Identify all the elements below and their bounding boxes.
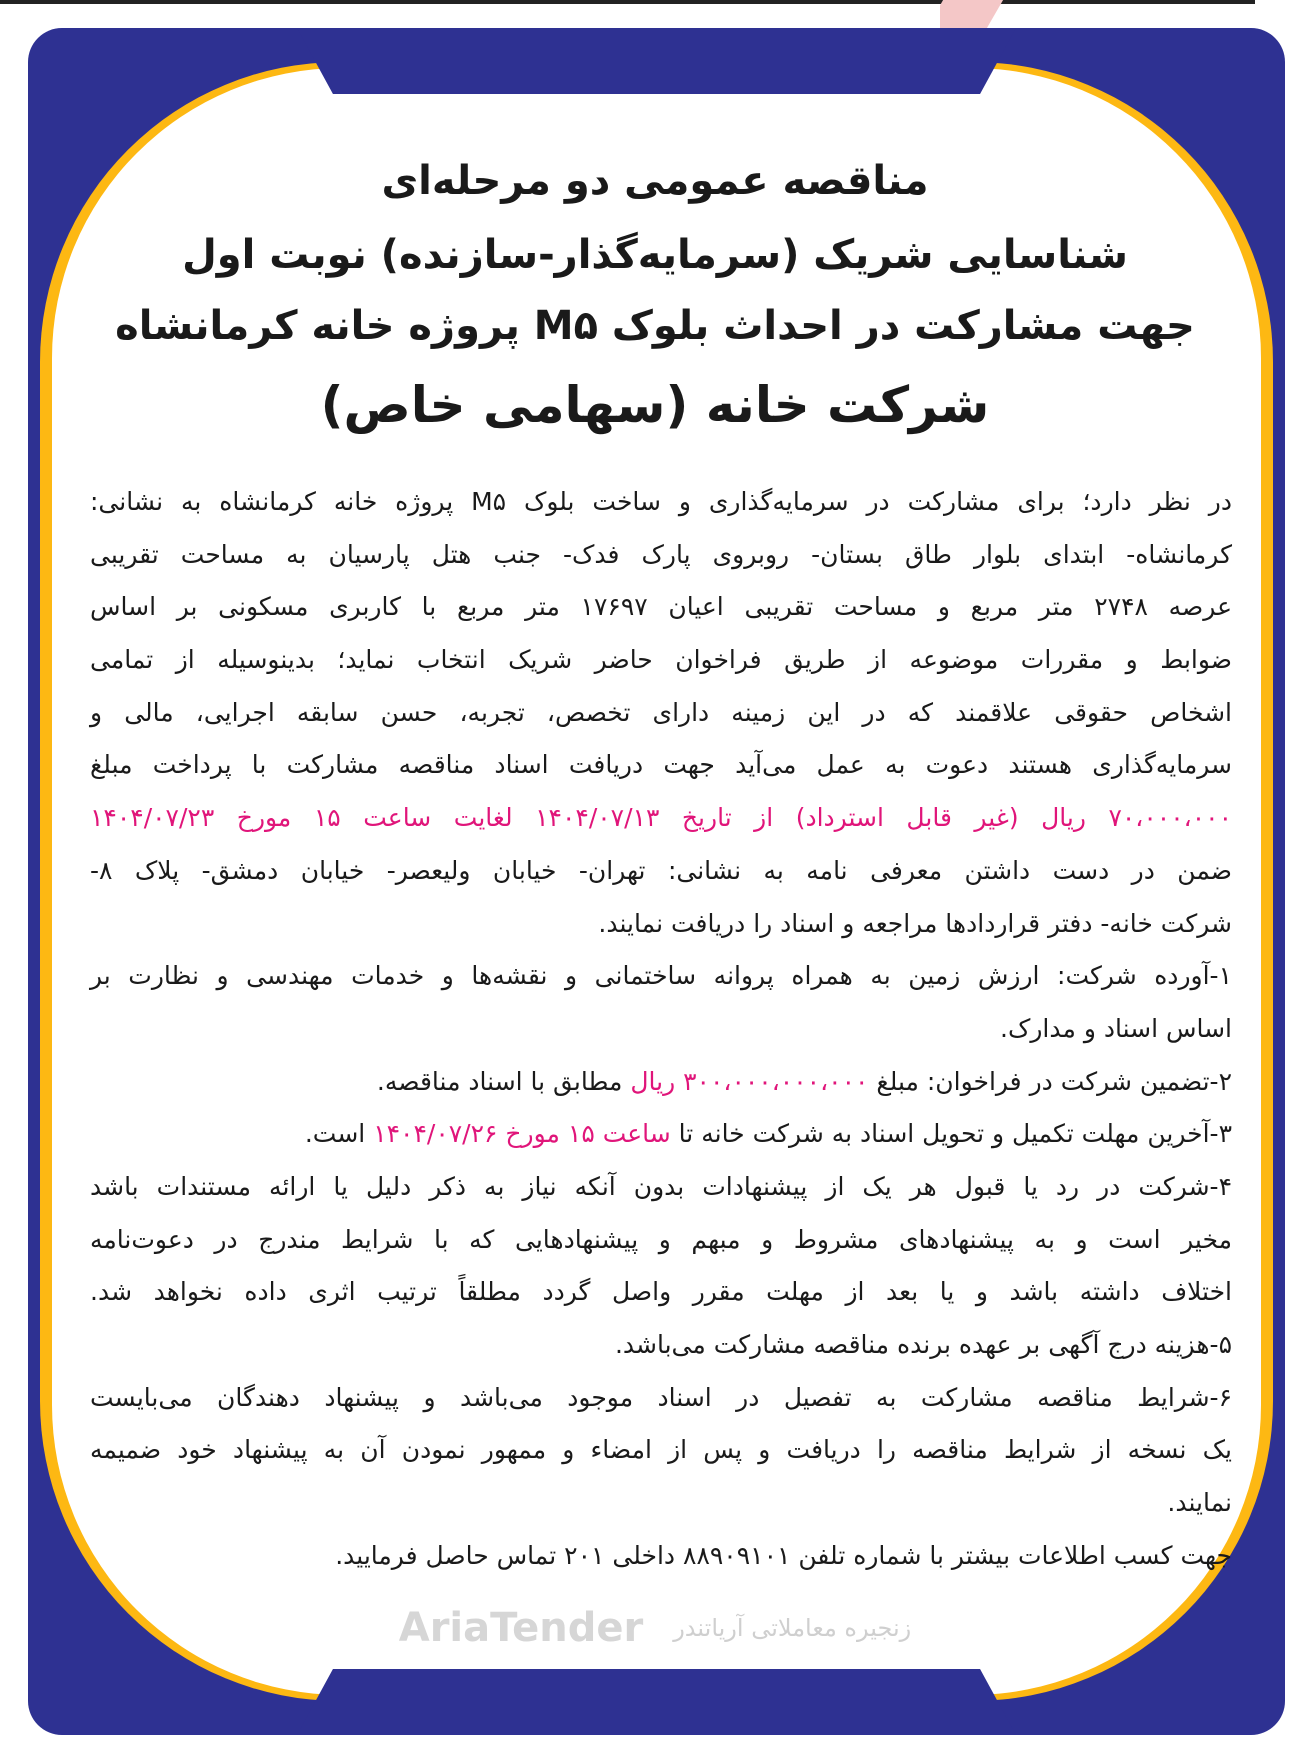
body-line <box>90 845 1232 898</box>
body-line <box>90 1266 1232 1319</box>
watermark-subtitle: زنجیره معاملاتی آریاتندر <box>673 1614 912 1642</box>
highlighted-text: ۳۰۰،۰۰۰،۰۰۰،۰۰۰ ریال <box>630 1066 869 1096</box>
body-line <box>90 1108 1232 1161</box>
body-text: ۳-آخرین مهلت تکمیل و تحویل اسناد به شرکت خانه تا <box>670 1119 1232 1149</box>
body-line <box>90 898 1232 951</box>
body-text: ضمن در دست داشتن معرفی نامه به نشانی: تهران- خیابان ولیعصر- خیابان دمشق- پلاک ۸- <box>90 855 1232 885</box>
body-line <box>90 687 1232 740</box>
body-text: مطابق با اسناد مناقصه. <box>376 1066 631 1096</box>
body-line <box>90 950 1232 1003</box>
body-line <box>90 476 1232 529</box>
body-line <box>90 1424 1232 1477</box>
title-line-2: شناسایی شریک (سرمایه‌گذار-سازنده) نوبت اول <box>182 232 1128 278</box>
body-text: اساس اسناد و مدارک. <box>1000 1013 1232 1043</box>
highlighted-text: ساعت ۱۵ مورخ ۱۴۰۴/۰۷/۲۶ <box>373 1119 671 1149</box>
highlighted-text: ۷۰،۰۰۰،۰۰۰ ریال (غیر قابل استرداد) از تاریخ ۱۴۰۴/۰۷/۱۳ لغایت ساعت ۱۵ مورخ ۱۴۰۴/۰۷/۲۳ <box>90 803 1232 833</box>
body-line <box>90 1056 1232 1109</box>
body-text: ۶-شرایط مناقصه مشارکت به تفصیل در اسناد موجود می‌باشد و پیشنهاد دهندگان می‌بایست <box>90 1382 1232 1412</box>
body-line <box>90 634 1232 687</box>
body-line <box>90 739 1232 792</box>
body-line <box>90 529 1232 582</box>
body-line <box>90 581 1232 634</box>
body-line <box>90 1161 1232 1214</box>
body-text: سرمایه‌گذاری هستند دعوت به عمل می‌آید جهت دریافت اسناد مناقصه مشارکت با پرداخت مبلغ <box>90 750 1232 780</box>
body-text: ۱-آورده شرکت: ارزش زمین به همراه پروانه ساختمانی و نقشه‌ها و خدمات مهندسی و نظارت بر <box>90 961 1232 991</box>
body-text: اشخاص حقوقی علاقمند که در این زمینه دارای تخصص، تجربه، حسن سابقه اجرایی، مالی و <box>90 697 1232 727</box>
notice-body <box>90 476 1232 1582</box>
body-text: کرمانشاه- ابتدای بلوار طاق بستان- روبروی پارک فدک- جنب هتل پارسیان به مساحت تقریبی <box>90 539 1232 569</box>
body-text: ۴-شرکت در رد یا قبول هر یک از پیشنهادات بدون آنکه نیاز به ذکر دلیل یا ارائه مستندات باشد <box>90 1171 1232 1201</box>
body-text: در نظر دارد؛ برای مشارکت در سرمایه‌گذاری و ساخت بلوک M۵ پروژه خانه کرمانشاه به نشانی: <box>90 487 1232 516</box>
body-text: مخیر است و به پیشنهادهای مشروط و مبهم و پیشنهادهایی که با شرایط مندرج در دعوت‌نامه <box>90 1224 1232 1254</box>
body-line <box>90 1319 1232 1372</box>
body-line <box>90 1477 1232 1530</box>
body-text: اختلاف داشته باشد و یا بعد از مهلت مقرر واصل گردد مطلقاً ترتیب اثری داده نخواهد شد. <box>90 1277 1232 1307</box>
body-text: است. <box>304 1119 374 1149</box>
body-text: یک نسخه از شرایط مناقصه را دریافت و پس از امضاء و ممهور نمودن آن به پیشنهاد خود ضمیمه <box>90 1435 1232 1465</box>
body-line <box>90 1530 1232 1583</box>
body-text: ۵-هزینه درج آگهی بر عهده برنده مناقصه مشارکت می‌باشد. <box>614 1330 1232 1359</box>
title-line-1: مناقصه عمومی دو مرحله‌ای <box>381 158 929 204</box>
watermark <box>200 1598 1110 1658</box>
body-line <box>90 792 1232 845</box>
watermark-logo: AriaTender <box>398 1605 644 1651</box>
body-text: عرصه ۲۷۴۸ متر مربع و مساحت تقریبی اعیان ۱۷۶۹۷ متر مربع با کاربری مسکونی بر اساس <box>90 592 1232 622</box>
company-name: شرکت خانه (سهامی خاص) <box>320 376 990 434</box>
body-text: نمایند. <box>1167 1488 1232 1518</box>
body-text: شرکت خانه- دفتر قراردادها مراجعه و اسناد را دریافت نمایند. <box>598 908 1232 938</box>
body-text: ضوابط و مقررات موضوعه از طریق فراخوان حاضر شریک انتخاب نماید؛ بدینوسیله از تمامی <box>90 645 1232 675</box>
body-line <box>90 1372 1232 1425</box>
body-line <box>90 1214 1232 1267</box>
body-text: ۲-تضمین شرکت در فراخوان: مبلغ <box>868 1066 1232 1096</box>
body-line <box>90 1003 1232 1056</box>
body-text: جهت کسب اطلاعات بیشتر با شماره تلفن ۸۸۹۰۹۱۰۱ داخلی ۲۰۱ تماس حاصل فرمایید. <box>335 1540 1232 1570</box>
title-line-3: جهت مشارکت در احداث بلوک M۵ پروژه خانه کرمانشاه <box>115 303 1195 349</box>
